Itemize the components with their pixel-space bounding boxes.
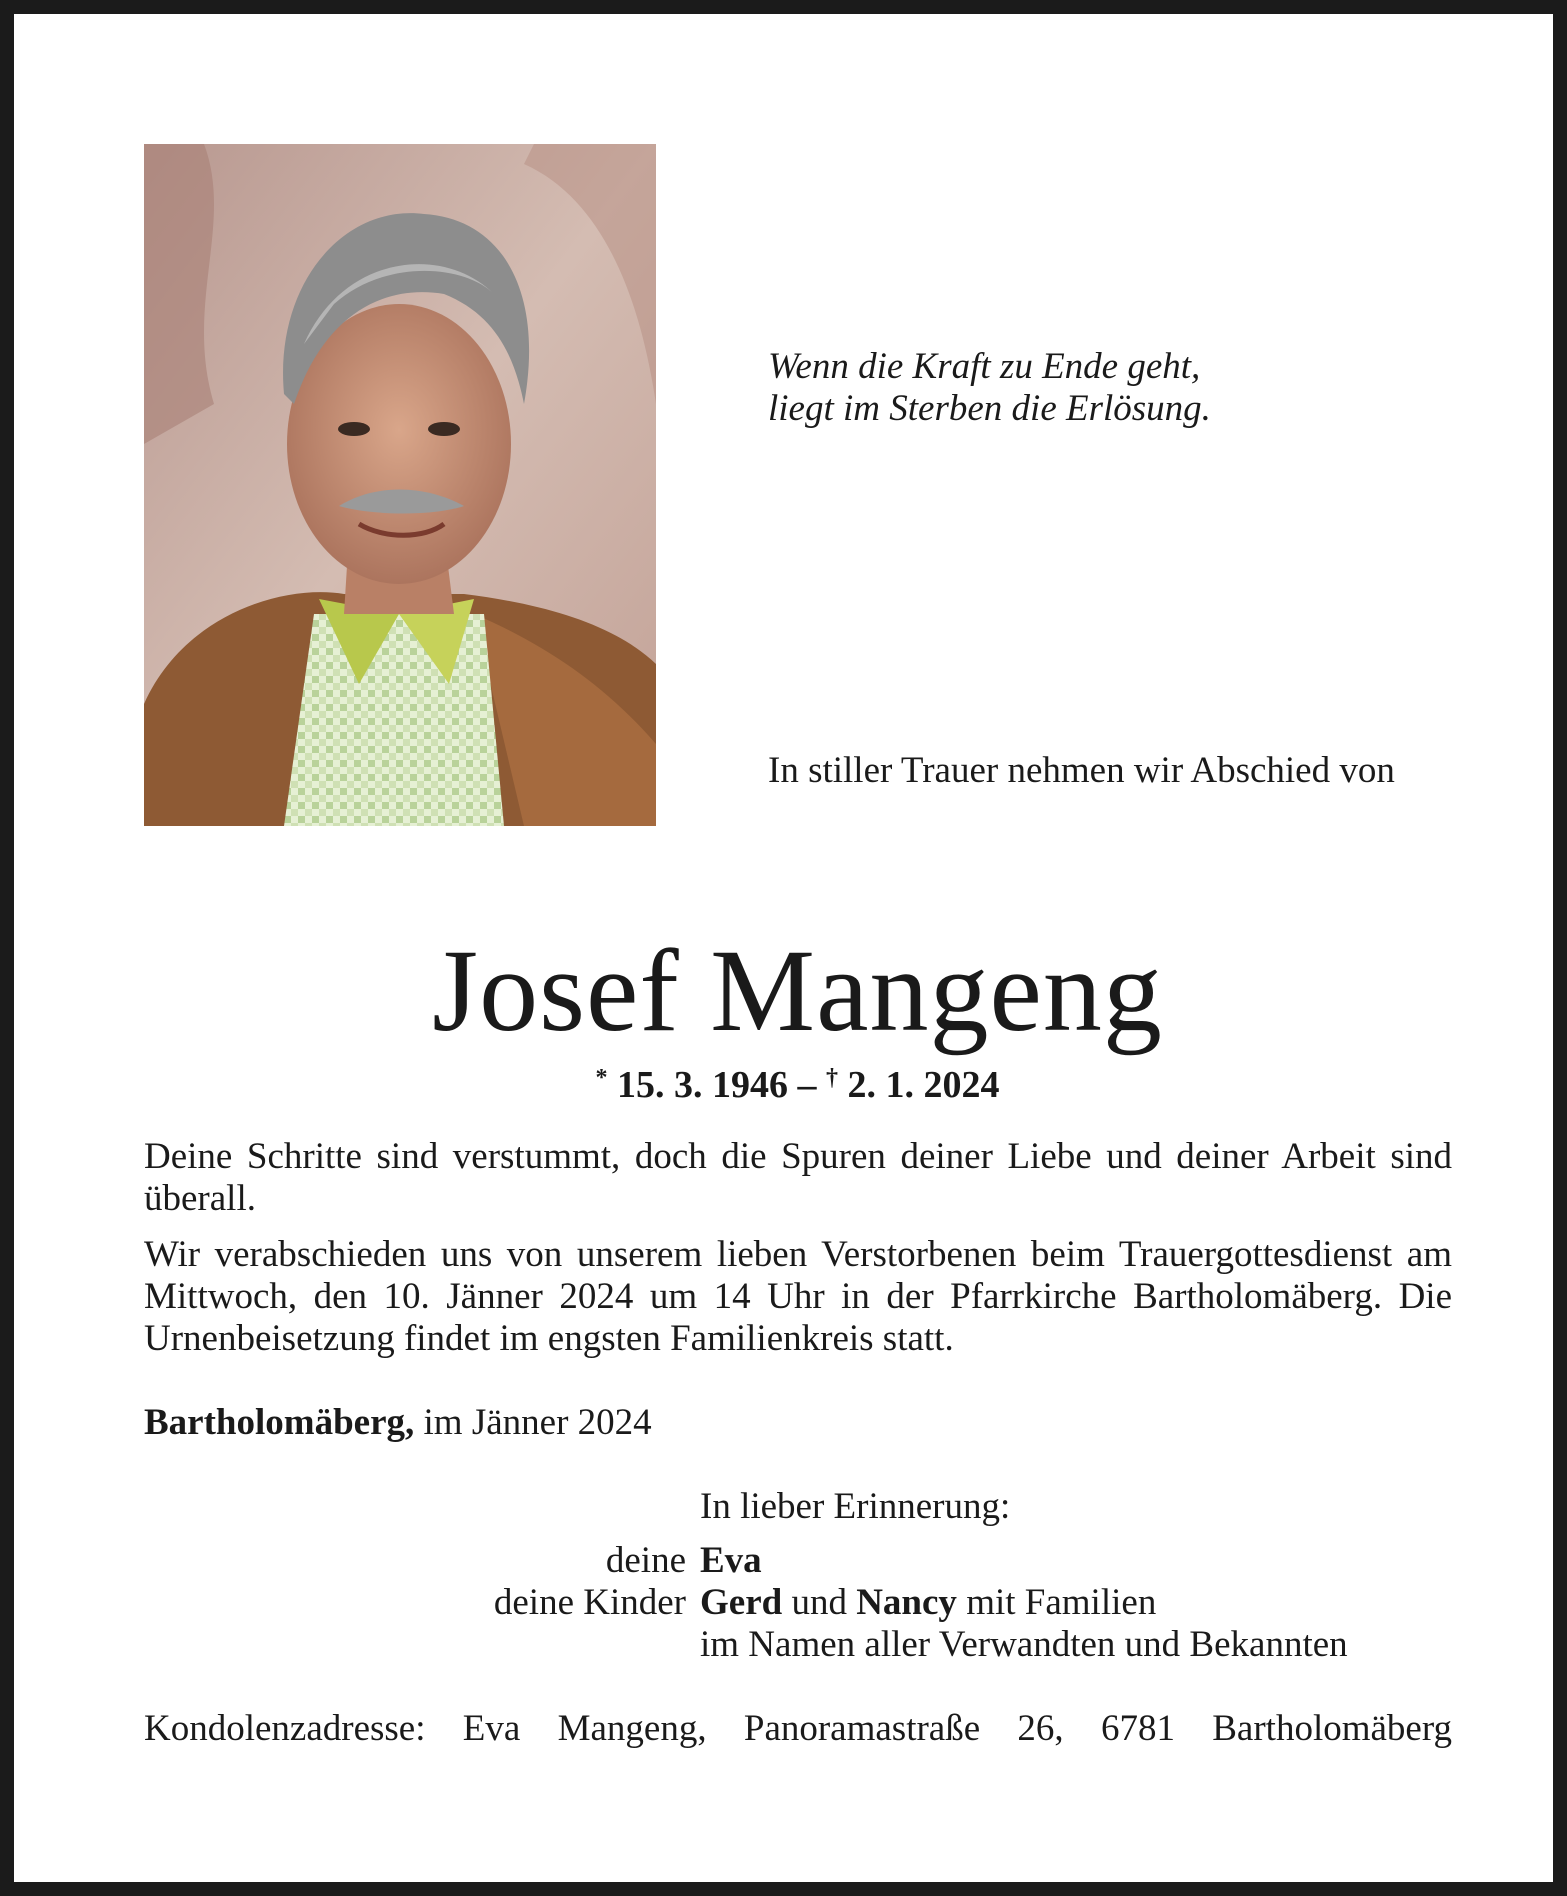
place-date (144, 1402, 652, 1444)
paragraph-service: Wir verabschieden uns von unserem lieben Verstorbenen beim Trauergottesdienst am Mittwoch, den 10. Jänner 2024 um 14 Uhr in der Pfarrkirche Bartholomäberg. Die Urnenbeisetzung findet im engsten Familienkreis statt. (144, 1234, 1452, 1359)
place-name: Bartholomäberg, (144, 1402, 415, 1443)
child-name-1: Gerd (700, 1582, 783, 1623)
signature-label-children: deine Kinder (493, 1582, 686, 1623)
death-date: 2. 1. 2024 (847, 1064, 1000, 1106)
signature-value-children (700, 1582, 1156, 1624)
signature-value-spouse (700, 1540, 762, 1582)
place-date-text: im Jänner 2024 (414, 1402, 652, 1443)
paragraph-memory: Deine Schritte sind verstummt, doch die Spuren deiner Liebe und deiner Arbeit sind überall. (144, 1136, 1452, 1219)
deceased-name: Josef Mangeng (432, 925, 1163, 1056)
farewell-text: In stiller Trauer nehmen wir Abschied von (768, 750, 1395, 791)
children-and: und (782, 1582, 857, 1623)
spouse-name: Eva (700, 1540, 762, 1581)
signature-value-relatives: im Namen aller Verwandten und Bekannten (700, 1624, 1348, 1665)
condolence-address: Kondolenzadresse: Eva Mangeng, Panoramastraße 26, 6781 Bartholomäberg (144, 1708, 1452, 1749)
date-separator: – (788, 1064, 826, 1106)
birth-symbol: * (595, 1065, 608, 1091)
death-symbol: † (826, 1065, 838, 1091)
quote (768, 346, 1488, 430)
child-name-2: Nancy (856, 1582, 957, 1623)
birth-date: 15. 3. 1946 (617, 1064, 788, 1106)
quote-line-1: Wenn die Kraft zu Ende geht, (768, 346, 1201, 387)
portrait-photo (144, 144, 656, 826)
memory-title: In lieber Erinnerung: (700, 1486, 1011, 1527)
quote-line-2: liegt im Sterben die Erlösung. (768, 388, 1211, 429)
life-dates (14, 1054, 1567, 1109)
signature-label-spouse: deine (605, 1540, 686, 1581)
portrait-illustration (144, 144, 656, 826)
children-suffix: mit Familien (956, 1582, 1157, 1623)
